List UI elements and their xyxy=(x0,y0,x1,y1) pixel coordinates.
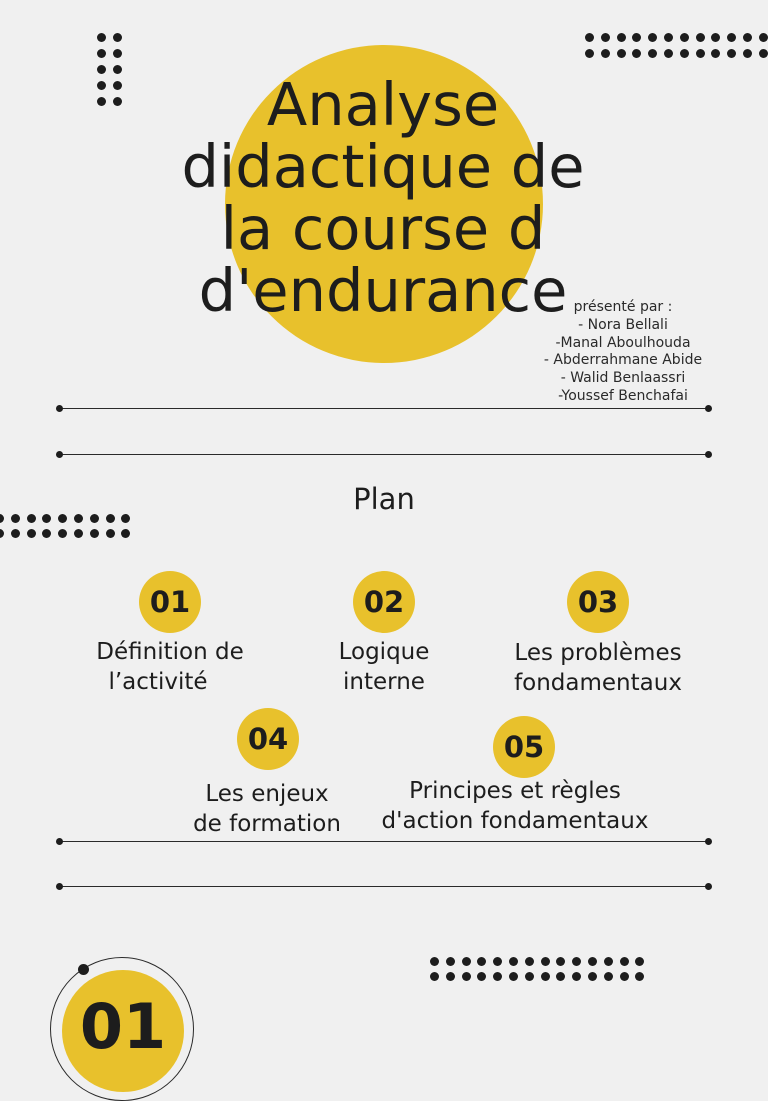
decorative-dot xyxy=(509,972,518,981)
decorative-dot xyxy=(541,972,550,981)
presenter-name: - Nora Bellali xyxy=(578,316,668,333)
decorative-dot xyxy=(113,97,122,106)
decorative-dot xyxy=(648,49,657,58)
decorative-dot xyxy=(509,957,518,966)
decorative-dot xyxy=(525,972,534,981)
plan-item-label-line: fondamentaux xyxy=(514,670,682,696)
decorative-dot xyxy=(604,957,613,966)
decorative-dot xyxy=(680,33,689,42)
decorative-dot xyxy=(588,957,597,966)
decorative-dot xyxy=(430,957,439,966)
decorative-dot xyxy=(664,33,673,42)
decorative-dot xyxy=(585,49,594,58)
plan-item-number: 04 xyxy=(237,708,299,770)
decorative-dot xyxy=(680,49,689,58)
decorative-dot xyxy=(743,33,752,42)
decorative-dot xyxy=(601,33,610,42)
dot-pattern-middle-left xyxy=(0,514,130,538)
plan-item-label xyxy=(162,779,372,839)
presenter-name: -Youssef Benchafai xyxy=(558,387,688,404)
decorative-dot xyxy=(106,514,115,523)
decorative-dot xyxy=(58,529,67,538)
decorative-dot xyxy=(121,529,130,538)
decorative-dot xyxy=(121,514,130,523)
decorative-dot xyxy=(620,972,629,981)
plan-item-label xyxy=(478,638,718,698)
plan-item-number: 05 xyxy=(493,716,555,778)
plan-item-label-line: de formation xyxy=(193,811,341,837)
presenter-name: - Walid Benlaassri xyxy=(560,370,686,387)
decorative-dot xyxy=(635,972,644,981)
decorative-dot xyxy=(0,514,4,523)
section-number: 01 xyxy=(79,990,167,1063)
decorative-dot xyxy=(446,957,455,966)
decorative-dot xyxy=(759,49,768,58)
decorative-dot xyxy=(743,49,752,58)
plan-heading: Plan xyxy=(353,482,415,516)
decorative-dot xyxy=(97,33,106,42)
decorative-dot xyxy=(604,972,613,981)
dot-pattern-top-right xyxy=(585,33,768,58)
decorative-dot xyxy=(430,972,439,981)
decorative-dot xyxy=(601,49,610,58)
decorative-dot xyxy=(525,957,534,966)
decorative-dot xyxy=(90,529,99,538)
decorative-dot xyxy=(588,972,597,981)
decorative-dot xyxy=(617,33,626,42)
presenter-name: - Abderrahmane Abide xyxy=(543,352,703,369)
decorative-dot xyxy=(632,49,641,58)
decorative-dot xyxy=(696,33,705,42)
ring-marker-dot xyxy=(78,964,89,975)
decorative-dot xyxy=(759,33,768,42)
plan-item-label-line: d'action fondamentaux xyxy=(381,808,649,834)
plan-item-label-line: Les problèmes xyxy=(514,640,682,666)
title-line: Analyse xyxy=(266,70,500,139)
decorative-dot xyxy=(97,65,106,74)
decorative-dot xyxy=(97,97,106,106)
decorative-dot xyxy=(572,957,581,966)
title-line: didactique de xyxy=(181,132,585,201)
decorative-dot xyxy=(711,49,720,58)
dot-pattern-top-left xyxy=(97,33,122,106)
decorative-dot xyxy=(727,33,736,42)
decorative-dot xyxy=(556,957,565,966)
decorative-dot xyxy=(664,49,673,58)
decorative-dot xyxy=(635,957,644,966)
decorative-dot xyxy=(585,33,594,42)
decorative-dot xyxy=(113,65,122,74)
presenters-list xyxy=(530,299,716,406)
presenters-heading: présenté par : xyxy=(573,299,673,315)
divider-line xyxy=(59,408,709,409)
decorative-dot xyxy=(462,957,471,966)
decorative-dot xyxy=(696,49,705,58)
plan-item-label-line: Logique xyxy=(338,639,430,665)
decorative-dot xyxy=(620,957,629,966)
decorative-dot xyxy=(74,529,83,538)
presentation-title xyxy=(140,70,626,325)
plan-item-label xyxy=(50,637,290,697)
plan-item-number: 02 xyxy=(353,571,415,633)
decorative-dot xyxy=(446,972,455,981)
plan-item-label-line: Les enjeux xyxy=(205,781,329,807)
decorative-dot xyxy=(11,514,20,523)
decorative-dot xyxy=(711,33,720,42)
plan-item-number: 01 xyxy=(139,571,201,633)
decorative-dot xyxy=(58,514,67,523)
decorative-dot xyxy=(0,529,4,538)
decorative-dot xyxy=(477,972,486,981)
plan-item-label-line: Principes et règles xyxy=(409,778,621,804)
decorative-dot xyxy=(556,972,565,981)
decorative-dot xyxy=(727,49,736,58)
decorative-dot xyxy=(493,972,502,981)
decorative-dot xyxy=(632,33,641,42)
decorative-dot xyxy=(617,49,626,58)
plan-item-number: 03 xyxy=(567,571,629,633)
decorative-dot xyxy=(477,957,486,966)
decorative-dot xyxy=(113,81,122,90)
presenter-name: -Manal Aboulhouda xyxy=(555,334,691,351)
decorative-dot xyxy=(90,514,99,523)
decorative-dot xyxy=(42,514,51,523)
decorative-dot xyxy=(11,529,20,538)
divider-line xyxy=(59,841,709,842)
plan-item-label xyxy=(350,776,680,836)
decorative-dot xyxy=(493,957,502,966)
divider-line xyxy=(59,886,709,887)
plan-item-label-line: Définition de xyxy=(96,639,244,665)
decorative-dot xyxy=(97,49,106,58)
decorative-dot xyxy=(648,33,657,42)
decorative-dot xyxy=(572,972,581,981)
decorative-dot xyxy=(113,33,122,42)
plan-item-label-line: l’activité xyxy=(108,669,208,695)
decorative-dot xyxy=(462,972,471,981)
divider-line xyxy=(59,454,709,455)
decorative-dot xyxy=(113,49,122,58)
plan-item-label xyxy=(284,637,484,697)
decorative-dot xyxy=(74,514,83,523)
decorative-dot xyxy=(27,529,36,538)
dot-pattern-bottom-right xyxy=(430,957,644,981)
decorative-dot xyxy=(42,529,51,538)
decorative-dot xyxy=(106,529,115,538)
plan-item-label-line: interne xyxy=(343,669,425,695)
title-line: la course d xyxy=(220,194,546,263)
decorative-dot xyxy=(97,81,106,90)
decorative-dot xyxy=(27,514,36,523)
decorative-dot xyxy=(541,957,550,966)
title-line: d'endurance xyxy=(198,256,568,325)
